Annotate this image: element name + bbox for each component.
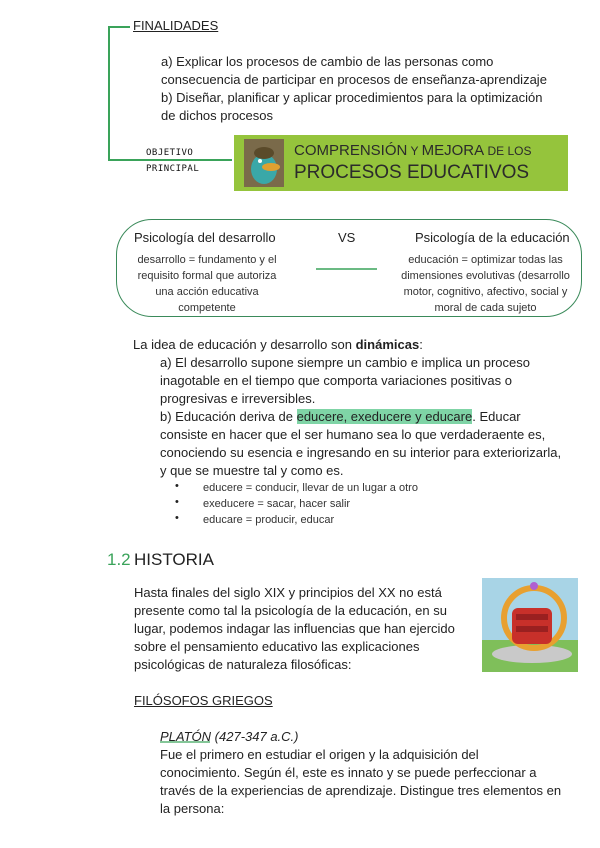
historia-line-3: lugar, podemos indagar las influencias que han ejercido — [134, 621, 455, 636]
left-title: Psicología del desarrollo — [134, 230, 276, 245]
section-number: 1.2 — [107, 550, 131, 569]
bullet-item: educere = conducir, llevar de un lugar a otro — [203, 482, 418, 494]
platypus-icon — [244, 139, 284, 187]
platon-line-1: Fue el primero en estudiar el origen y la adquisición del — [160, 747, 479, 762]
vs-label: VS — [338, 230, 356, 245]
objetivo-label-1: OBJETIVO — [146, 148, 194, 158]
idea-b-4: y que se muestre tal y como es. — [160, 463, 344, 478]
idea-a-2: inagotable en el tiempo que comporta variaciones positivas o — [160, 373, 512, 388]
historia-line-5: psicológicas de naturaleza filosóficas: — [134, 657, 352, 672]
finalidades-line-2: consecuencia de participar en procesos de enseñanza-aprendizaje — [161, 72, 547, 87]
platon-line-4: la persona: — [160, 801, 225, 816]
banner-line-2: PROCESOS EDUCATIVOS — [294, 162, 530, 183]
finalidades-line-1: a) Explicar los procesos de cambio de las personas como — [161, 54, 494, 69]
objetivo-label-2: PRINCIPAL — [146, 164, 200, 174]
finalidades-heading: FINALIDADES — [133, 18, 219, 33]
finalidades-line-4: de dichos procesos — [161, 108, 274, 123]
right-title: Psicología de la educación — [415, 230, 570, 245]
left-text: desarrollo = fundamento y el requisito formal que autoriza una acción educativa competente — [137, 254, 277, 314]
banner-line-1: COMPRENSIÓN Y MEJORA DE LOS — [294, 142, 532, 159]
bullet-dot: • — [175, 496, 179, 508]
bullet-dot: • — [175, 512, 179, 524]
finalidades-line-3: b) Diseñar, planificar y aplicar procedimientos para la optimización — [161, 90, 543, 105]
objective-banner — [234, 135, 568, 191]
platon-line-3: través de la experiencias de aprendizaje. Distingue tres elementos en — [160, 783, 562, 798]
platon-heading: PLATÓN (427-347 a.C.) — [160, 729, 299, 744]
historia-line-2: presente como tal la psicología de la educación, en su — [134, 603, 447, 618]
idea-a-3: progresivas e irreversibles. — [160, 391, 316, 406]
bullet-item: educare = producir, educar — [203, 514, 335, 526]
historia-line-4: sobre el pensamiento educativo las explicaciones — [134, 639, 420, 654]
idea-intro: La idea de educación y desarrollo son dinámicas: — [133, 337, 423, 352]
section-title: HISTORIA — [134, 550, 214, 569]
historia-line-1: Hasta finales del siglo XIX y principios del XX no está — [134, 585, 442, 600]
platon-line-2: conocimiento. Según él, este es innato y se puede perfeccionar a — [160, 765, 537, 780]
idea-b-2: consiste en hacer que el ser humano sea lo que verdaderaente es, — [160, 427, 546, 442]
bullet-dot: • — [175, 480, 179, 492]
time-machine-illustration — [482, 578, 578, 672]
idea-a-1: a) El desarrollo supone siempre un cambio e implica un proceso — [160, 355, 530, 370]
idea-b-3: conociendo su esencia e ingresando en su interior para exteriorizarla, — [160, 445, 562, 460]
filosofos-heading: FILÓSOFOS GRIEGOS — [134, 693, 273, 708]
bullet-item: exeducere = sacar, hacer salir — [203, 498, 351, 510]
right-text: educación = optimizar todas las dimensiones evolutivas (desarrollo motor, cognitivo, afectivo, social y moral de cada sujeto — [401, 254, 570, 314]
idea-b-1: b) Educación deriva de educere, exeducere y educare. Educar — [160, 409, 521, 424]
